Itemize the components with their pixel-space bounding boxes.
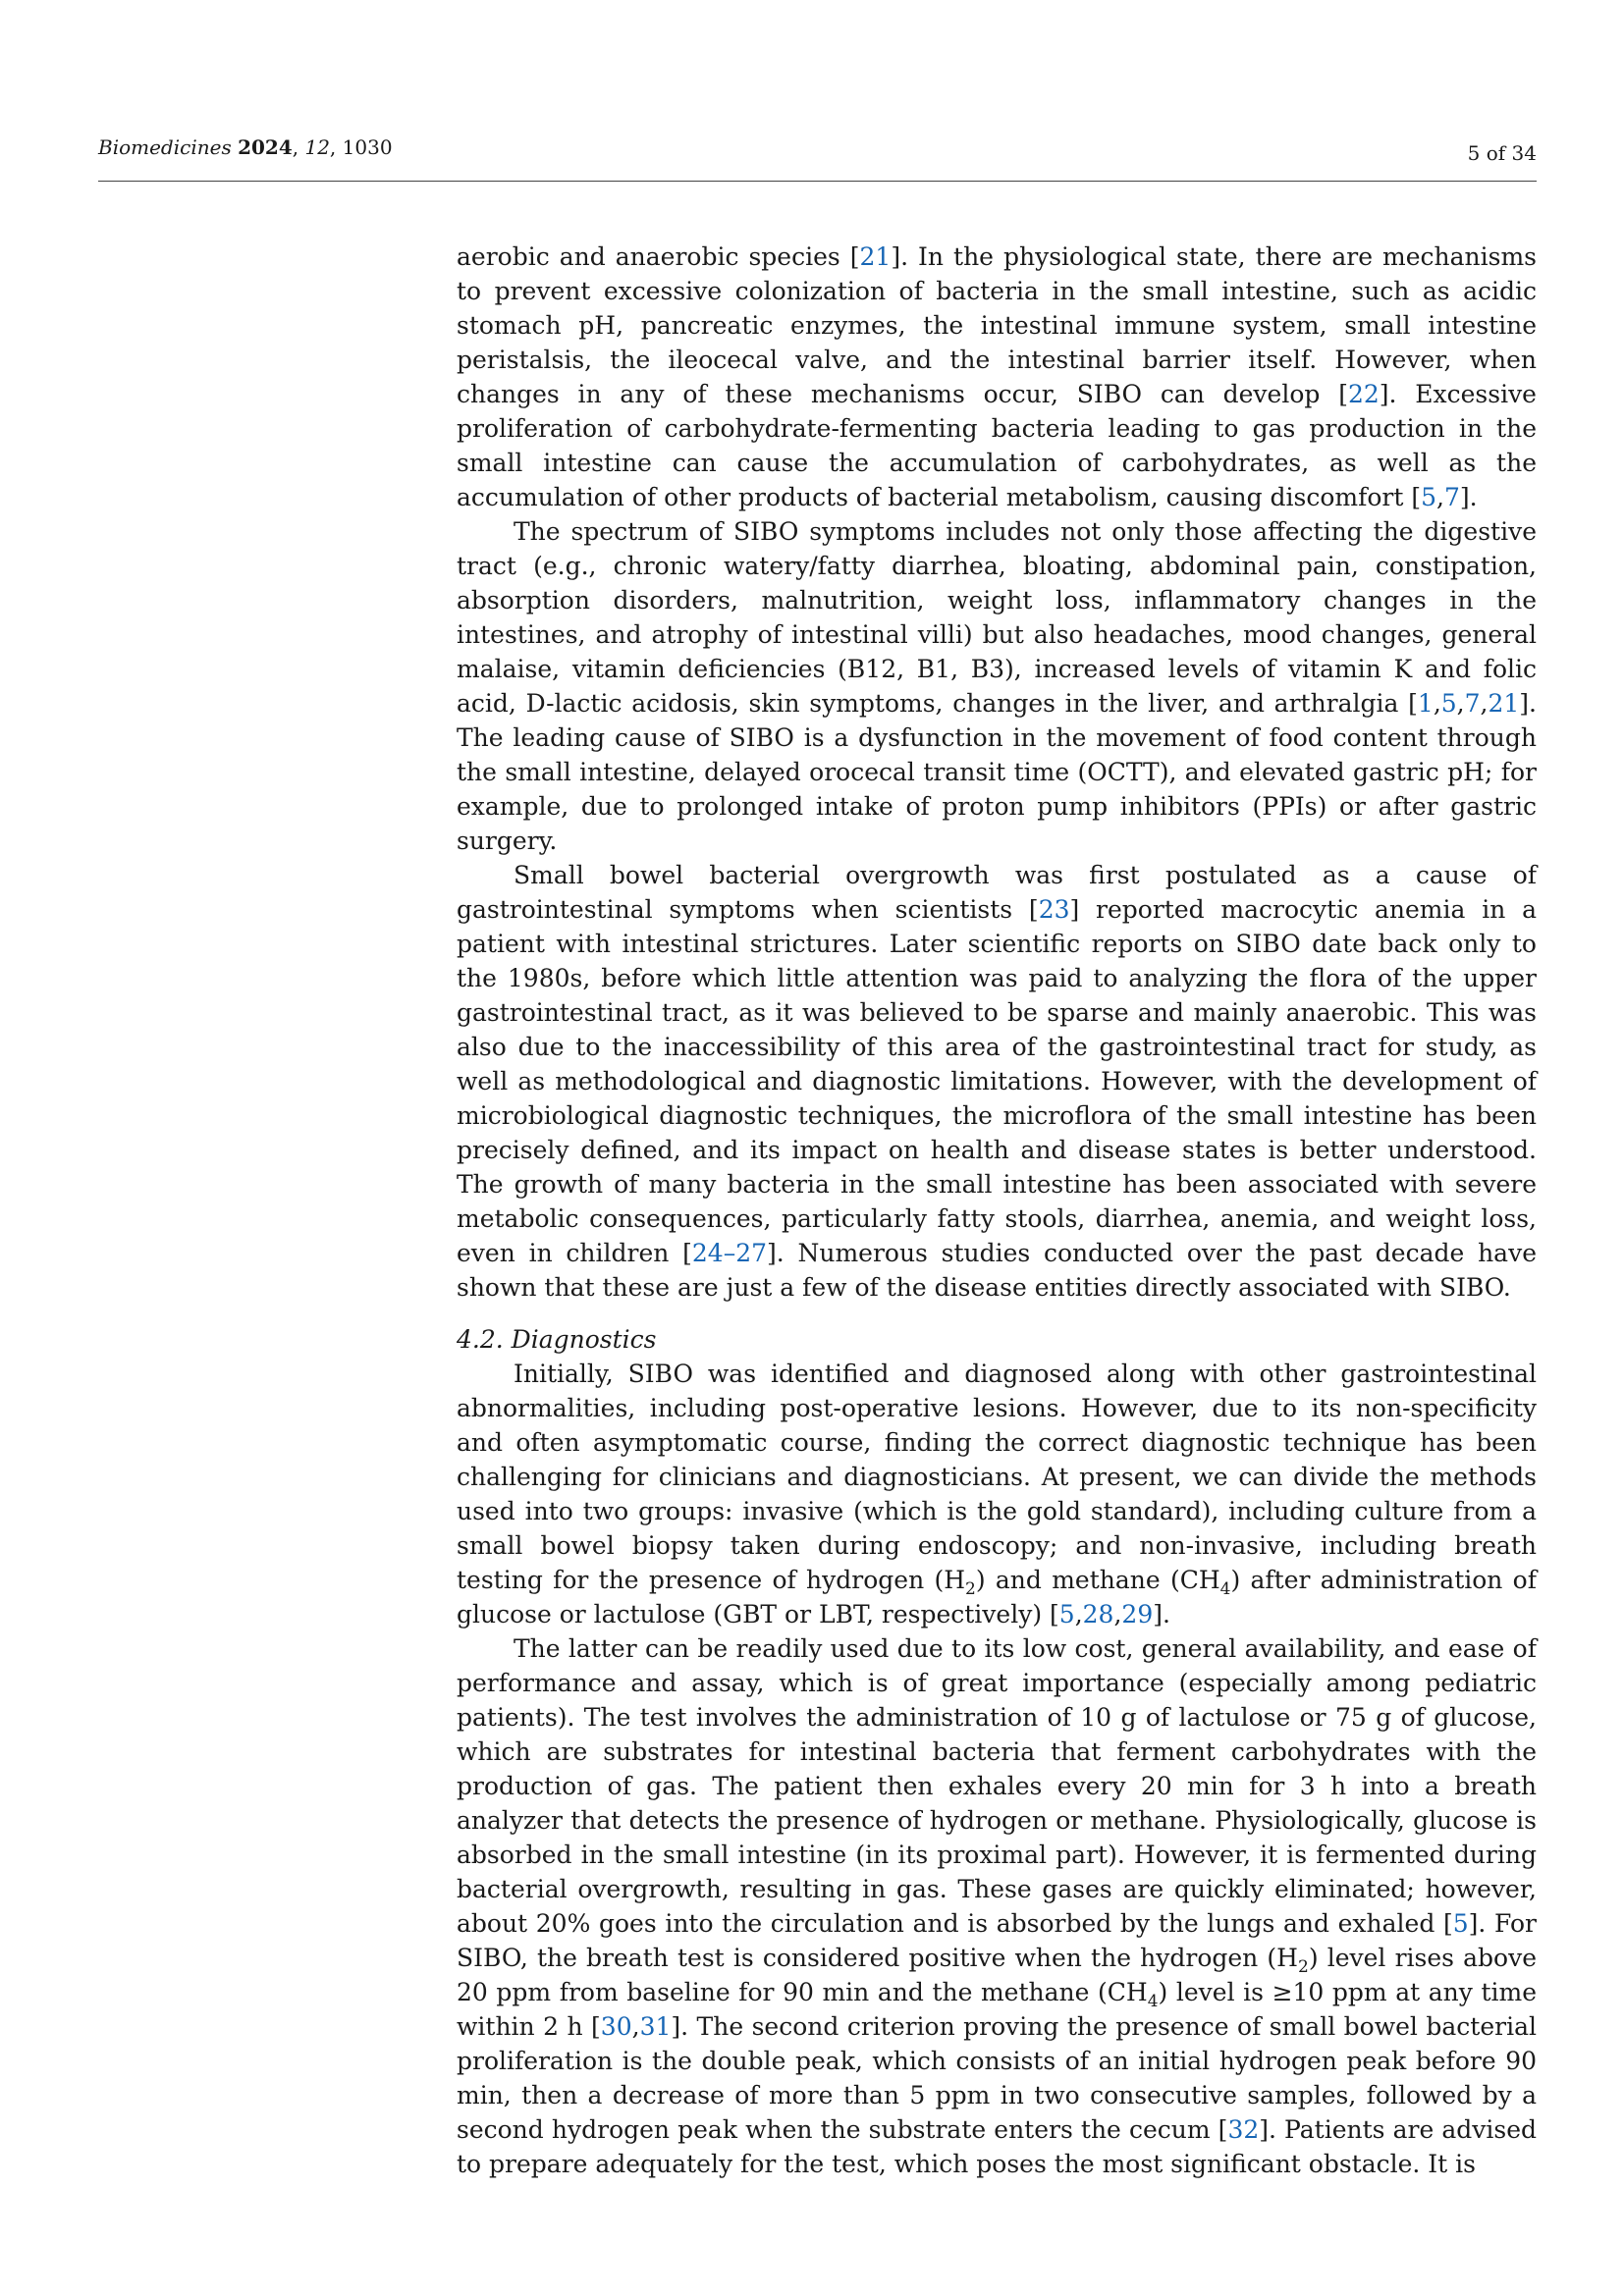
- citation-link[interactable]: 21: [859, 242, 892, 271]
- subscript: 4: [1219, 1579, 1231, 1599]
- article-number: 1030: [342, 135, 393, 159]
- subscript: 4: [1147, 1992, 1159, 2011]
- citation-link[interactable]: 29: [1121, 1600, 1154, 1629]
- citation-link[interactable]: 21: [1488, 689, 1520, 718]
- paragraph: The latter can be readily used due to its low cost, general availability, and ease of performance and assay, which is of great importance (especially among pediatric patients). The test involves the administration of 10 g of lactulose or 75 g of glucose, which are substrates for intestinal bacteria that ferment carbohydrates with the production of gas. The patient then exhales every 20 min for 3 h into a breath analyzer that detects the presence of hydrogen or methane. Physiologically, glucose is absorbed in the small intestine (in its proximal part). However, it is fermented during bacterial overgrowth, resulting in gas. These gases are quickly eliminated; however, about 20% goes into the circulation and is absorbed by the lungs and exhaled [5]. For SIBO, the breath test is considered positive when the hydrogen $(H_2)$ level rises above 20 ppm from baseline for 90 min and the methane $(CH_4)$ level is ≥10 ppm at any time within 2 h [30,31]. The second criterion proving the presence of small bowel bacterial proliferation is the double peak, which consists of an initial hydrogen peak before 90 min, then a decrease of more than 5 ppm in two consecutive samples, followed by a second hydrogen peak when the substrate enters the cecum [32]. Patients are advised to prepare adequately for the test, which poses the most significant obstacle. It is: [457, 1634, 1538, 2178]
- citation-link[interactable]: 5: [1452, 1909, 1469, 1938]
- paragraph: The spectrum of SIBO symptoms includes not only those affecting the digestive tract (e.g., chronic watery/fatty diarrhea, bloating, abdominal pain, constipation, absorption disorders, malnutrition, weight loss, inflammatory changes in the intestines, and atrophy of intestinal villi) but also headaches, mood changes, general malaise, vitamin deficiencies (B12, B1, B3), increased levels of vitamin K and folic acid, D-lactic acidosis, skin symptoms, changes in the liver, and arthralgia [1,5,7,21]. The leading cause of SIBO is a dysfunction in the movement of food content through the small intestine, delayed orocecal transit time (OCTT), and elevated gastric pH; for example, due to prolonged intake of proton pump inhibitors (PPIs) or after gastric surgery.: [457, 517, 1537, 855]
- subscript: 2: [1297, 1957, 1309, 1977]
- citation-link[interactable]: 22: [1347, 380, 1380, 408]
- paragraph: Small bowel bacterial overgrowth was first postulated as a cause of gastrointestinal symptoms when scientists [23] reported macrocytic anemia in a patient with intestinal strictures. Later scientific reports on SIBO date back only to the 1980s, before which little attention was paid to analyzing the flora of the upper gastrointestinal tract, as it was believed to be sparse and mainly anaerobic. This was also due to the inaccessibility of this area of the gastrointestinal tract for study, as well as methodological and diagnostic limitations. However, with the development of microbiological diagnostic techniques, the microflora of the small intestine has been precisely defined, and its impact on health and disease states is better understood. The growth of many bacteria in the small intestine has been associated with severe metabolic consequences, particularly fatty stools, diarrhea, anemia, and weight loss, even in children [24–27]. Numerous studies conducted over the past decade have shown that these are just a few of the disease entities directly associated with SIBO.: [457, 861, 1537, 1302]
- citation-link[interactable]: 1: [1417, 689, 1434, 718]
- citation-link[interactable]: 24–27: [691, 1239, 768, 1267]
- running-header: [98, 135, 1537, 175]
- citation-link[interactable]: 32: [1227, 2115, 1260, 2144]
- paragraph: Initially, SIBO was identified and diagnosed along with other gastrointestinal abnormalities, including post-operative lesions. However, due to its non-specificity and often asymptomatic course, finding the correct diagnostic technique has been challenging for clinicians and diagnosticians. At present, we can divide the methods used into two groups: invasive (which is the gold standard), including culture from a small bowel biopsy taken during endoscopy; and non-invasive, including breath testing for the presence of hydrogen $(H_2)$ and methane $(CH_4)$ after administration of glucose or lactulose (GBT or LBT, respectively) [5,28,29].: [457, 1360, 1537, 1629]
- page-number: 5 of 34: [1467, 141, 1537, 165]
- citation-link[interactable]: 28: [1082, 1600, 1114, 1629]
- citation-link[interactable]: 5: [1440, 689, 1457, 718]
- citation-link[interactable]: 5: [1058, 1600, 1075, 1629]
- citation-link[interactable]: 7: [1444, 483, 1460, 511]
- journal-year: 2024: [238, 135, 293, 159]
- subscript: 2: [965, 1579, 976, 1599]
- citation-link[interactable]: 5: [1421, 483, 1437, 511]
- paragraph: aerobic and anaerobic species [21]. In the physiological state, there are mechanisms to prevent excessive colonization of bacteria in the small intestine, such as acidic stomach pH, pancreatic enzymes, the intestinal immune system, small intestine peristalsis, the ileocecal valve, and the intestinal barrier itself. However, when changes in any of these mechanisms occur, SIBO can develop [22]. Excessive proliferation of carbohydrate-fermenting bacteria leading to gas production in the small intestine can cause the accumulation of carbohydrates, as well as the accumulation of other products of bacterial metabolism, causing discomfort [5,7].: [457, 242, 1537, 511]
- section-heading: 4.2. Diagnostics: [457, 1325, 657, 1354]
- citation-link[interactable]: 23: [1038, 895, 1070, 924]
- journal-name: Biomedicines: [98, 135, 232, 159]
- journal-volume: 12: [304, 135, 330, 159]
- citation-link[interactable]: 30: [600, 2012, 632, 2041]
- journal-citation: Biomedicines 2024, 12, 1030: [98, 135, 393, 159]
- citation-link[interactable]: 7: [1464, 689, 1481, 718]
- header-rule: [98, 181, 1537, 182]
- body-text: [457, 240, 1537, 2181]
- citation-link[interactable]: 31: [639, 2012, 672, 2041]
